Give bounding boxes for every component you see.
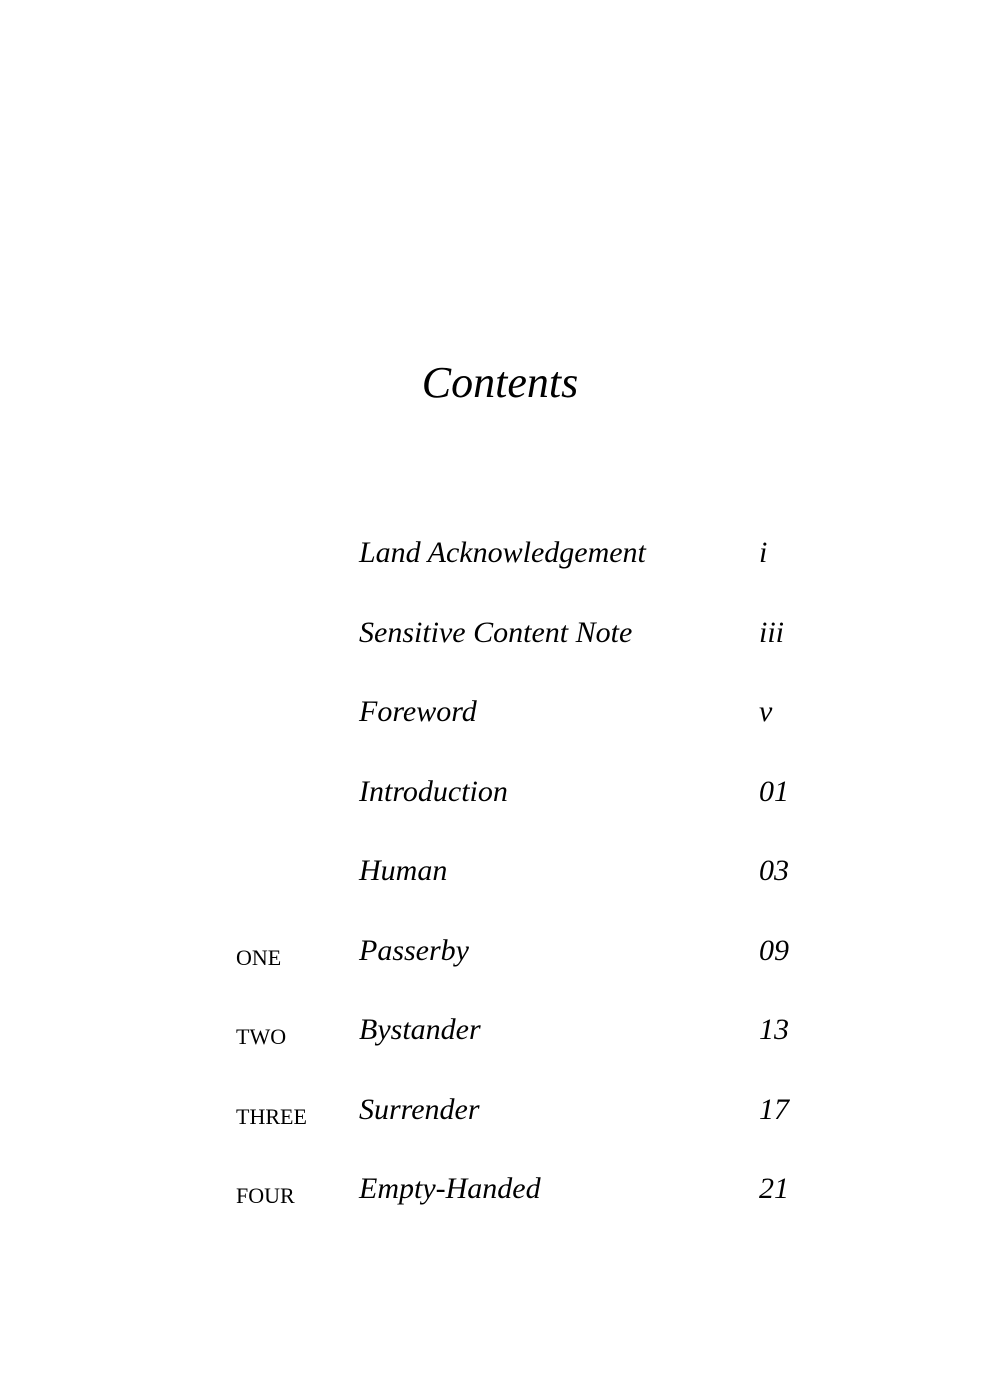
entry-title: Land Acknowledgement xyxy=(359,536,646,569)
toc-entry-passerby[interactable] xyxy=(0,931,1000,971)
entry-page-number: 01 xyxy=(759,775,789,808)
toc-entry-land-acknowledgement[interactable] xyxy=(0,533,1000,573)
entry-page-number: i xyxy=(759,536,768,569)
entry-page-number: v xyxy=(759,695,773,728)
chapter-label: THREE xyxy=(236,1104,307,1129)
entry-title: Surrender xyxy=(359,1093,480,1126)
chapter-label: TWO xyxy=(236,1024,287,1049)
toc-entry-surrender[interactable] xyxy=(0,1090,1000,1130)
toc-entry-introduction[interactable] xyxy=(0,772,1000,812)
entry-title: Bystander xyxy=(359,1013,481,1046)
toc-entry-sensitive-content-note[interactable] xyxy=(0,613,1000,653)
entry-title: Introduction xyxy=(359,775,508,808)
entry-page-number: iii xyxy=(759,616,785,649)
entry-page-number: 21 xyxy=(759,1172,789,1205)
entry-title: Human xyxy=(359,854,448,887)
entry-page-number: 13 xyxy=(759,1013,789,1046)
entry-title: Foreword xyxy=(359,695,477,728)
toc-entry-empty-handed[interactable] xyxy=(0,1169,1000,1209)
chapter-label: FOUR xyxy=(236,1183,295,1208)
entry-page-number: 03 xyxy=(759,854,789,887)
entry-title: Passerby xyxy=(359,934,469,967)
toc-entry-human[interactable] xyxy=(0,851,1000,891)
entry-title: Empty-Handed xyxy=(359,1172,541,1205)
entry-page-number: 17 xyxy=(759,1093,789,1126)
entry-page-number: 09 xyxy=(759,934,789,967)
toc-entry-bystander[interactable] xyxy=(0,1010,1000,1050)
toc-entry-foreword[interactable] xyxy=(0,692,1000,732)
page-title: Contents xyxy=(421,358,579,407)
entry-title: Sensitive Content Note xyxy=(359,616,633,649)
chapter-label: ONE xyxy=(236,945,282,970)
